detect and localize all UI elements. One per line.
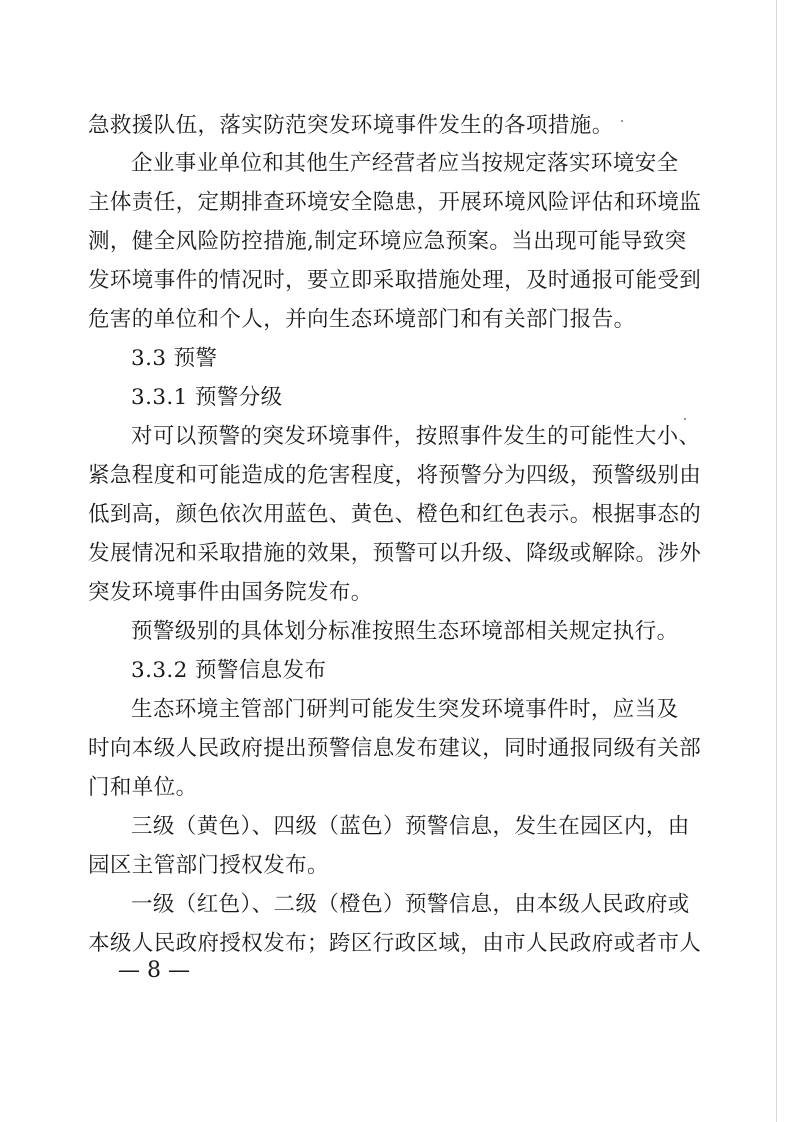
text-line: 本级人民政府授权发布；跨区行政区域，由市人民政府或者市人	[88, 931, 702, 956]
text-line: 发展情况和采取措施的效果，预警可以升级、降级或解除。涉外	[88, 541, 702, 566]
text-line: 对可以预警的突发环境事件，按照事件发生的可能性大小、	[131, 424, 701, 449]
text-line: 时向本级人民政府提出预警信息发布建议，同时通报同级有关部	[88, 736, 702, 761]
text-line: 企业事业单位和其他生产经营者应当按规定落实环境安全	[131, 151, 679, 176]
scan-edge-line	[776, 0, 777, 1122]
scan-speck	[621, 120, 623, 122]
text-line: 主体责任，定期排查环境安全隐患，开展环境风险评估和环境监	[88, 190, 702, 215]
section-heading: 3.3.1 预警分级	[131, 385, 283, 410]
text-line: 一级（红色）、二级（橙色）预警信息，由本级人民政府或	[131, 892, 690, 917]
text-line: 三级（黄色）、四级（蓝色）预警信息，发生在园区内，由	[131, 814, 690, 839]
text-line: 低到高，颜色依次用蓝色、黄色、橙色和红色表示。根据事态的	[88, 502, 702, 527]
text-line: 生态环境主管部门研判可能发生突发环境事件时，应当及	[131, 697, 679, 722]
text-line: 突发环境事件由国务院发布。	[88, 580, 373, 605]
section-heading: 3.3.2 预警信息发布	[131, 658, 327, 683]
text-line: 发环境事件的情况时，要立即采取措施处理，及时通报可能受到	[88, 268, 702, 293]
text-line: 危害的单位和个人，并向生态环境部门和有关部门报告。	[88, 307, 636, 332]
text-line: 急救援队伍，落实防范突发环境事件发生的各项措施。	[88, 113, 614, 138]
page-number: — 8 —	[118, 958, 190, 983]
text-line: 门和单位。	[88, 775, 198, 800]
text-line: 测，健全风险防控措施,制定环境应急预案。当出现可能导致突	[88, 229, 687, 254]
text-line: 预警级别的具体划分标准按照生态环境部相关规定执行。	[131, 619, 679, 644]
text-line: 园区主管部门授权发布。	[88, 853, 329, 878]
section-heading: 3.3 预警	[131, 346, 218, 371]
text-line: 紧急程度和可能造成的危害程度，将预警分为四级，预警级别由	[88, 463, 702, 488]
scan-speck	[684, 418, 686, 420]
